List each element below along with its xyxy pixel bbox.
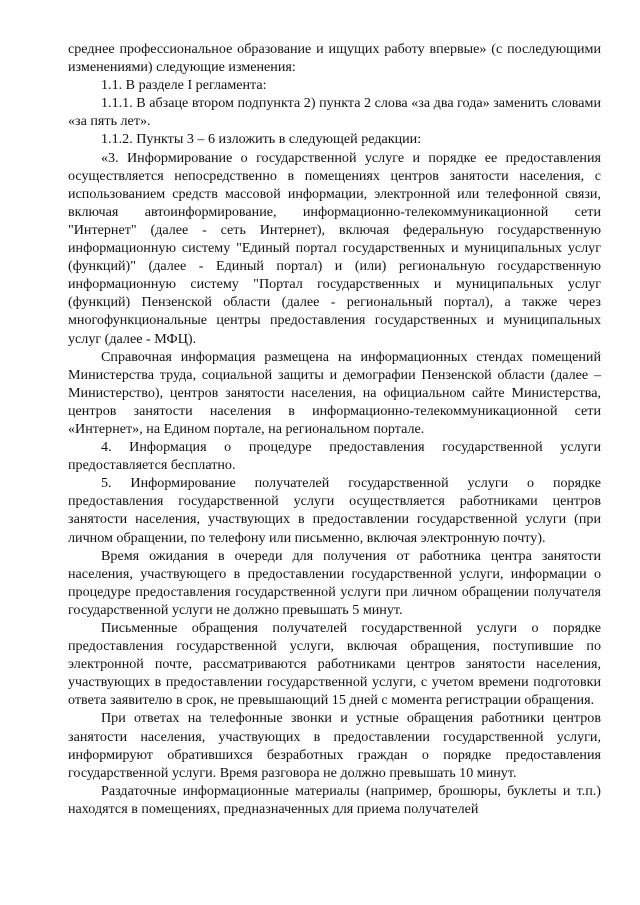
paragraph-phone-calls: При ответах на телефонные звонки и устные обращения работники центров занятости населения, участвующих в предоставлении государственной услуги, информируют обратившихся безработных граждан о порядке предоставления государственной услуги. Время разговора не должно превышать 10 минут.: [68, 710, 601, 781]
paragraph-1-1-2: 1.1.2. Пункты 3 – 6 изложить в следующей редакции:: [101, 131, 422, 148]
paragraph-waiting-time: Время ожидания в очереди для получения от работника центра занятости населения, участвующего в предоставлении государственной услуги, информации о процедуре предоставления государственной услуги при личном обращении получателя государственной услуги не должно превышать 5 минут.: [68, 547, 601, 618]
paragraph-item-4: 4. Информация о процедуре предоставления государственной услуги предоставляется бесплатно.: [68, 439, 601, 474]
document-page: [68, 40, 601, 818]
paragraph-intro: среднее профессиональное образование и ищущих работу впервые» (с последующими изменениями) следующие изменения:: [68, 41, 601, 76]
paragraph-1-1: 1.1. В разделе I регламента:: [101, 77, 267, 94]
paragraph-item-5: 5. Информирование получателей государственной услуги о порядке предоставления государственной услуги осуществляется работниками центров занятости населения, участвующих в предоставлении государственной услуги (при личном обращении, по телефону или письменно, включая электронную почту).: [68, 475, 601, 546]
paragraph-1-1-1: 1.1.1. В абзаце втором подпункта 2) пункта 2 слова «за два года» заменить словами «за пять лет».: [68, 95, 601, 130]
paragraph-handouts: Раздаточные информационные материалы (например, брошюры, буклеты и т.п.) находятся в помещениях, предназначенных для приема получателей: [68, 782, 601, 817]
paragraph-reference-info: Справочная информация размещена на информационных стендах помещений Министерства труда, социальной защиты и демографии Пензенской области (далее – Министерство), центров занятости населения, на официальном сайте Министерства, центров занятости населения в информационно-телекоммуникационной сети «Интернет», на Едином портале, на региональном портале.: [68, 348, 601, 437]
paragraph-item-3: «3. Информирование о государственной услуге и порядке ее предоставления осуществляется непосредственно в помещениях центров занятости населения, с использованием средств массовой информации, электронной или телефонной связи, включая автоинформирование, информационно-телекоммуникационной сети "Интернет" (далее - сеть Интернет), включая федеральную государственную информационную систему "Единый портал государственных и муниципальных услуг (функций)" (далее - Единый портал) и (или) региональную государственную информационную систему "Портал государственных и муниципальных услуг (функций) Пензенской области (далее - региональный портал), а также через многофункциональные центры предоставления государственных и муниципальных услуг (далее - МФЦ).: [68, 149, 601, 347]
paragraph-written-requests: Письменные обращения получателей государственной услуги о порядке предоставления государственной услуги, включая обращения, поступившие по электронной почте, рассматриваются работниками центров занятости населения, участвующих в предоставлении государственной услуги, с учетом времени подготовки ответа заявителю в срок, не превышающий 15 дней с момента регистрации обращения.: [68, 620, 601, 709]
